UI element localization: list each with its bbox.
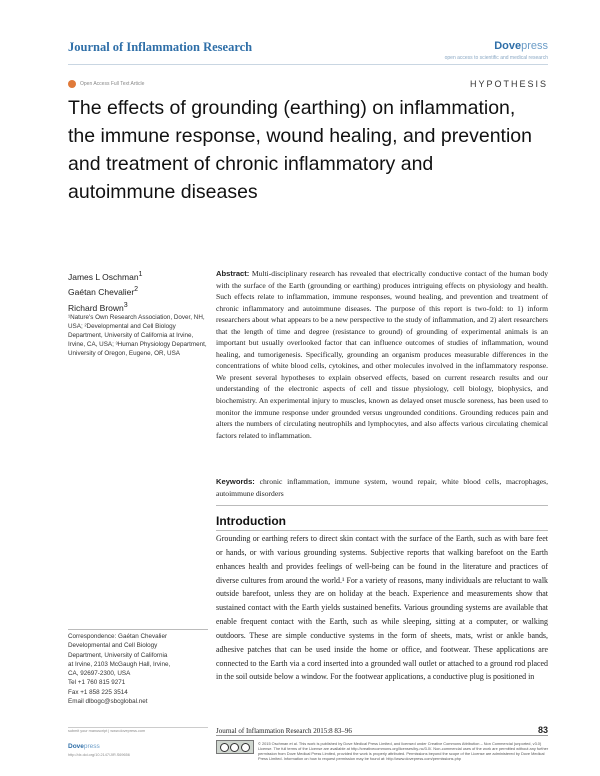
keywords-label: Keywords:: [216, 477, 255, 486]
footer-divider-right: [216, 735, 548, 736]
footer-logo: Dovepress: [68, 743, 100, 750]
article-type: HYPOTHESIS: [469, 79, 548, 89]
publisher-brand: Dove: [494, 40, 522, 52]
publisher-tagline: open access to scientific and medical research: [444, 55, 548, 61]
author: Gaétan Chevalier$^2$: [68, 285, 139, 298]
open-access-icon: [68, 80, 76, 88]
journal-name: Journal of Inflammation Research: [68, 40, 253, 54]
heading-underline: [216, 530, 548, 531]
open-access-badge: [68, 80, 144, 88]
submit-link[interactable]: submit your manuscript | www.dovepress.com: [68, 729, 146, 733]
correspondence-label: Correspondence: Gaétan Chevalier: [68, 633, 168, 640]
section-heading: Introduction: [216, 514, 286, 528]
author: James L Oschman$^1$: [68, 270, 143, 282]
footer-citation: Journal of Inflammation Research 2015:8 83–96: [216, 727, 352, 735]
page-number: 83: [537, 725, 548, 735]
doi-link[interactable]: http://dx.doi.org/10.2147/JIR.S69656: [68, 753, 130, 757]
footer-divider-left: [68, 727, 208, 728]
abstract-text: Multi-disciplinary research has revealed that electrically conductive contact of the human body with the surface of the Earth (grounding or earthing) produces intriguing effects on physiology and health. Such effects relate to inflammation, immune responses, wound healing, and prevention and treatment of chronic inflammatory and autoimmune diseases. The purpose of this report is two-fold: to 1) inform researchers about what appears to be a new perspective to the study of inflammation, and 2) alert researchers that the length of time and degree (resistance to ground) of grounding of experimental animals is an important but usually overlooked factor that can influence outcomes of studies of inflammation, wound healing, and tumorigenesis. Specifically, grounding an organism produces measurable differences in the concentrations of white blood cells, cytokines, and other molecules involved in the inflammatory response. We present several hypotheses to explain observed effects, based on current research results and our understanding of the electronic aspects of cell and tissue physiology, cell biology, biophysics, and biochemistry. An experimental injury to muscles, known as delayed onset muscle soreness, has been used to monitor the immune response under grounded versus ungrounded conditions. Grounding reduces pain and alters the numbers of circulating neutrophils and lymphocytes, and also affects various circulating chemical factors related to inflammation.: [216, 269, 548, 440]
publisher-logo: [494, 40, 548, 52]
abstract-label: Abstract:: [216, 269, 250, 278]
creative-commons-icon: [216, 740, 254, 754]
intro-body: Grounding or earthing refers to direct skin contact with the surface of the Earth, such as with bare feet or hands, or with various grounding systems. Subjective reports that walking barefoot on the Earth enhances health and provides feelings of well-being can be found in the literature and practices of diverse cultures from around the world.¹ For a variety of reasons, many individuals are reluctant to walk outside barefoot, unless they are on holiday at the beach. Experience and measurements show that sustained contact with the Earth yields sustained benefits. Various grounding systems are available that enable frequent contact with the Earth, such as while sleeping, sitting at a computer, or walking outdoors. These are simple conductive systems in the form of sheets, mats, wrist or ankle bands, adhesive patches that can be used inside the home or office, and footwear. These applications are connected to the Earth via a cord inserted into a grounded wall outlet or attached to a ground rod placed in the soil outside below a window. For the footwear applications, a conductive plug is positioned in: [216, 534, 548, 682]
keywords-text: chronic inflammation, immune system, wound repair, white blood cells, macrophages, autoimmune disorders: [216, 477, 548, 498]
section-divider: [216, 505, 548, 506]
correspondence: Correspondence: Gaétan Chevalier Developmental and Cell Biology Department, University of California at Irvine, 2103 McGaugh Hall, Irvine, CA, 92697-2300, USA Tel +1 760 815 9271 Fax +1 858 225 3514 Email dlbogc@sbcglobal.net: [68, 632, 208, 706]
author: Richard Brown$^3$: [68, 300, 128, 313]
correspondence-email[interactable]: Email dlbogc@sbcglobal.net: [68, 698, 148, 706]
header-divider: [68, 64, 548, 65]
open-access-text: Open Access Full Text Article: [80, 81, 145, 87]
affiliations: ¹Nature's Own Research Association, Dover, NH, USA; ²Developmental and Cell Biology Department, University of California at Irvine, Irvine, CA, USA; ³Human Physiology Department, University of Oregon, Eugene, OR, USA: [68, 314, 207, 357]
article-title: The effects of grounding (earthing) on inflammation, the immune response, wound healing, and prevention and treatment of chronic inflammatory and autoimmune diseases: [68, 97, 532, 203]
publisher-brand-suffix: press: [521, 40, 548, 52]
abstract: [216, 268, 548, 441]
correspondence-divider: [68, 629, 208, 630]
keywords: [216, 476, 548, 499]
author-list: [68, 268, 208, 314]
license-text: © 2015 Oschman et al. This work is published by Dove Medical Press Limited, and licensed under Creative Commons Attribution – Non Commercial (unported, v3.0) License. The full terms of the License are available at http://creativecommons.org/licenses/by-nc/3.0/. Non-commercial uses of the work are permitted without any further permission from Dove Medical Press Limited, provided the work is properly attributed. Permissions beyond the scope of the License are administered by Dove Medical Press Limited. Information on how to request permission may be found at: http://www.dovepress.com/permissions.php: [258, 741, 549, 761]
